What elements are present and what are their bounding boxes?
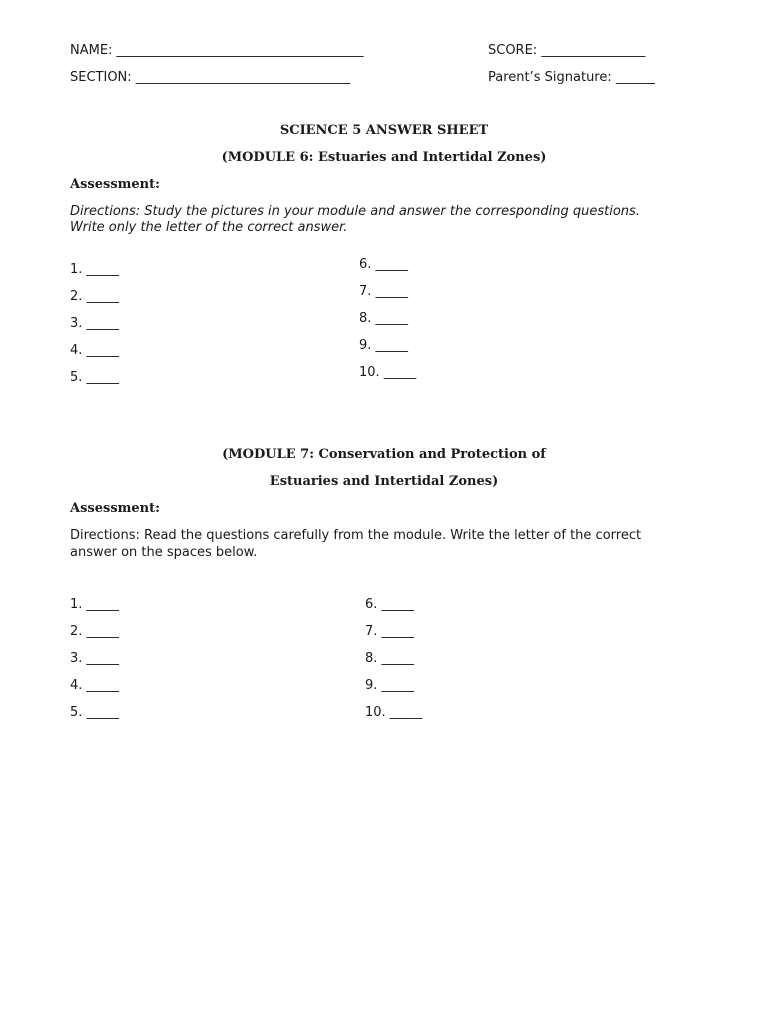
- answer-item-10[interactable]: 10. _____: [365, 705, 423, 720]
- answer-item-4[interactable]: 4. _____: [70, 343, 120, 358]
- answer-item-9[interactable]: 9. _____: [359, 338, 409, 353]
- answer-item-2[interactable]: 2. _____: [70, 624, 120, 639]
- answer-item-8[interactable]: 8. _____: [365, 651, 415, 666]
- answer-item-3[interactable]: 3. _____: [70, 651, 120, 666]
- answer-item-7[interactable]: 7. _____: [365, 624, 415, 639]
- answer-item-6[interactable]: 6. _____: [365, 597, 415, 612]
- answer-item-9[interactable]: 9. _____: [365, 678, 415, 693]
- answer-item-3[interactable]: 3. _____: [70, 316, 120, 331]
- module7-directions-line2: answer on the spaces below.: [70, 545, 258, 560]
- module6-answers-right: [359, 257, 416, 383]
- module7-heading-line2: Estuaries and Intertidal Zones): [269, 474, 499, 489]
- module6-heading: (MODULE 6: Estuaries and Intertidal Zones): [221, 150, 547, 165]
- module7-answers-left: [70, 597, 119, 723]
- answer-item-10[interactable]: 10. _____: [359, 365, 417, 380]
- answer-item-2[interactable]: 2. _____: [70, 289, 120, 304]
- answer-item-7[interactable]: 7. _____: [359, 284, 409, 299]
- answer-item-1[interactable]: 1. _____: [70, 262, 120, 277]
- module6-assessment-label: Assessment:: [70, 177, 160, 192]
- module6-answers-left: [70, 262, 119, 388]
- answer-item-4[interactable]: 4. _____: [70, 678, 120, 693]
- module6-directions-line2: Write only the letter of the correct answer.: [70, 220, 348, 235]
- module7-heading-line1: (MODULE 7: Conservation and Protection of: [222, 447, 546, 462]
- page-title: SCIENCE 5 ANSWER SHEET: [279, 123, 489, 138]
- module7-answers-right: [365, 597, 422, 723]
- answer-item-5[interactable]: 5. _____: [70, 705, 120, 720]
- parent-signature-field[interactable]: Parent’s Signature: ______: [488, 70, 655, 85]
- answer-item-1[interactable]: 1. _____: [70, 597, 120, 612]
- module7-directions-line1: Directions: Read the questions carefully from the module. Write the letter of the correct: [70, 528, 642, 543]
- answer-item-5[interactable]: 5. _____: [70, 370, 120, 385]
- section-field[interactable]: SECTION: _________________________________: [70, 70, 351, 85]
- name-field[interactable]: NAME: ______________________________________: [70, 43, 364, 58]
- module7-assessment-label: Assessment:: [70, 501, 160, 516]
- score-field[interactable]: SCORE: ________________: [488, 43, 646, 58]
- answer-item-8[interactable]: 8. _____: [359, 311, 409, 326]
- module6-directions-line1: Directions: Study the pictures in your module and answer the corresponding questions.: [70, 204, 640, 219]
- answer-item-6[interactable]: 6. _____: [359, 257, 409, 272]
